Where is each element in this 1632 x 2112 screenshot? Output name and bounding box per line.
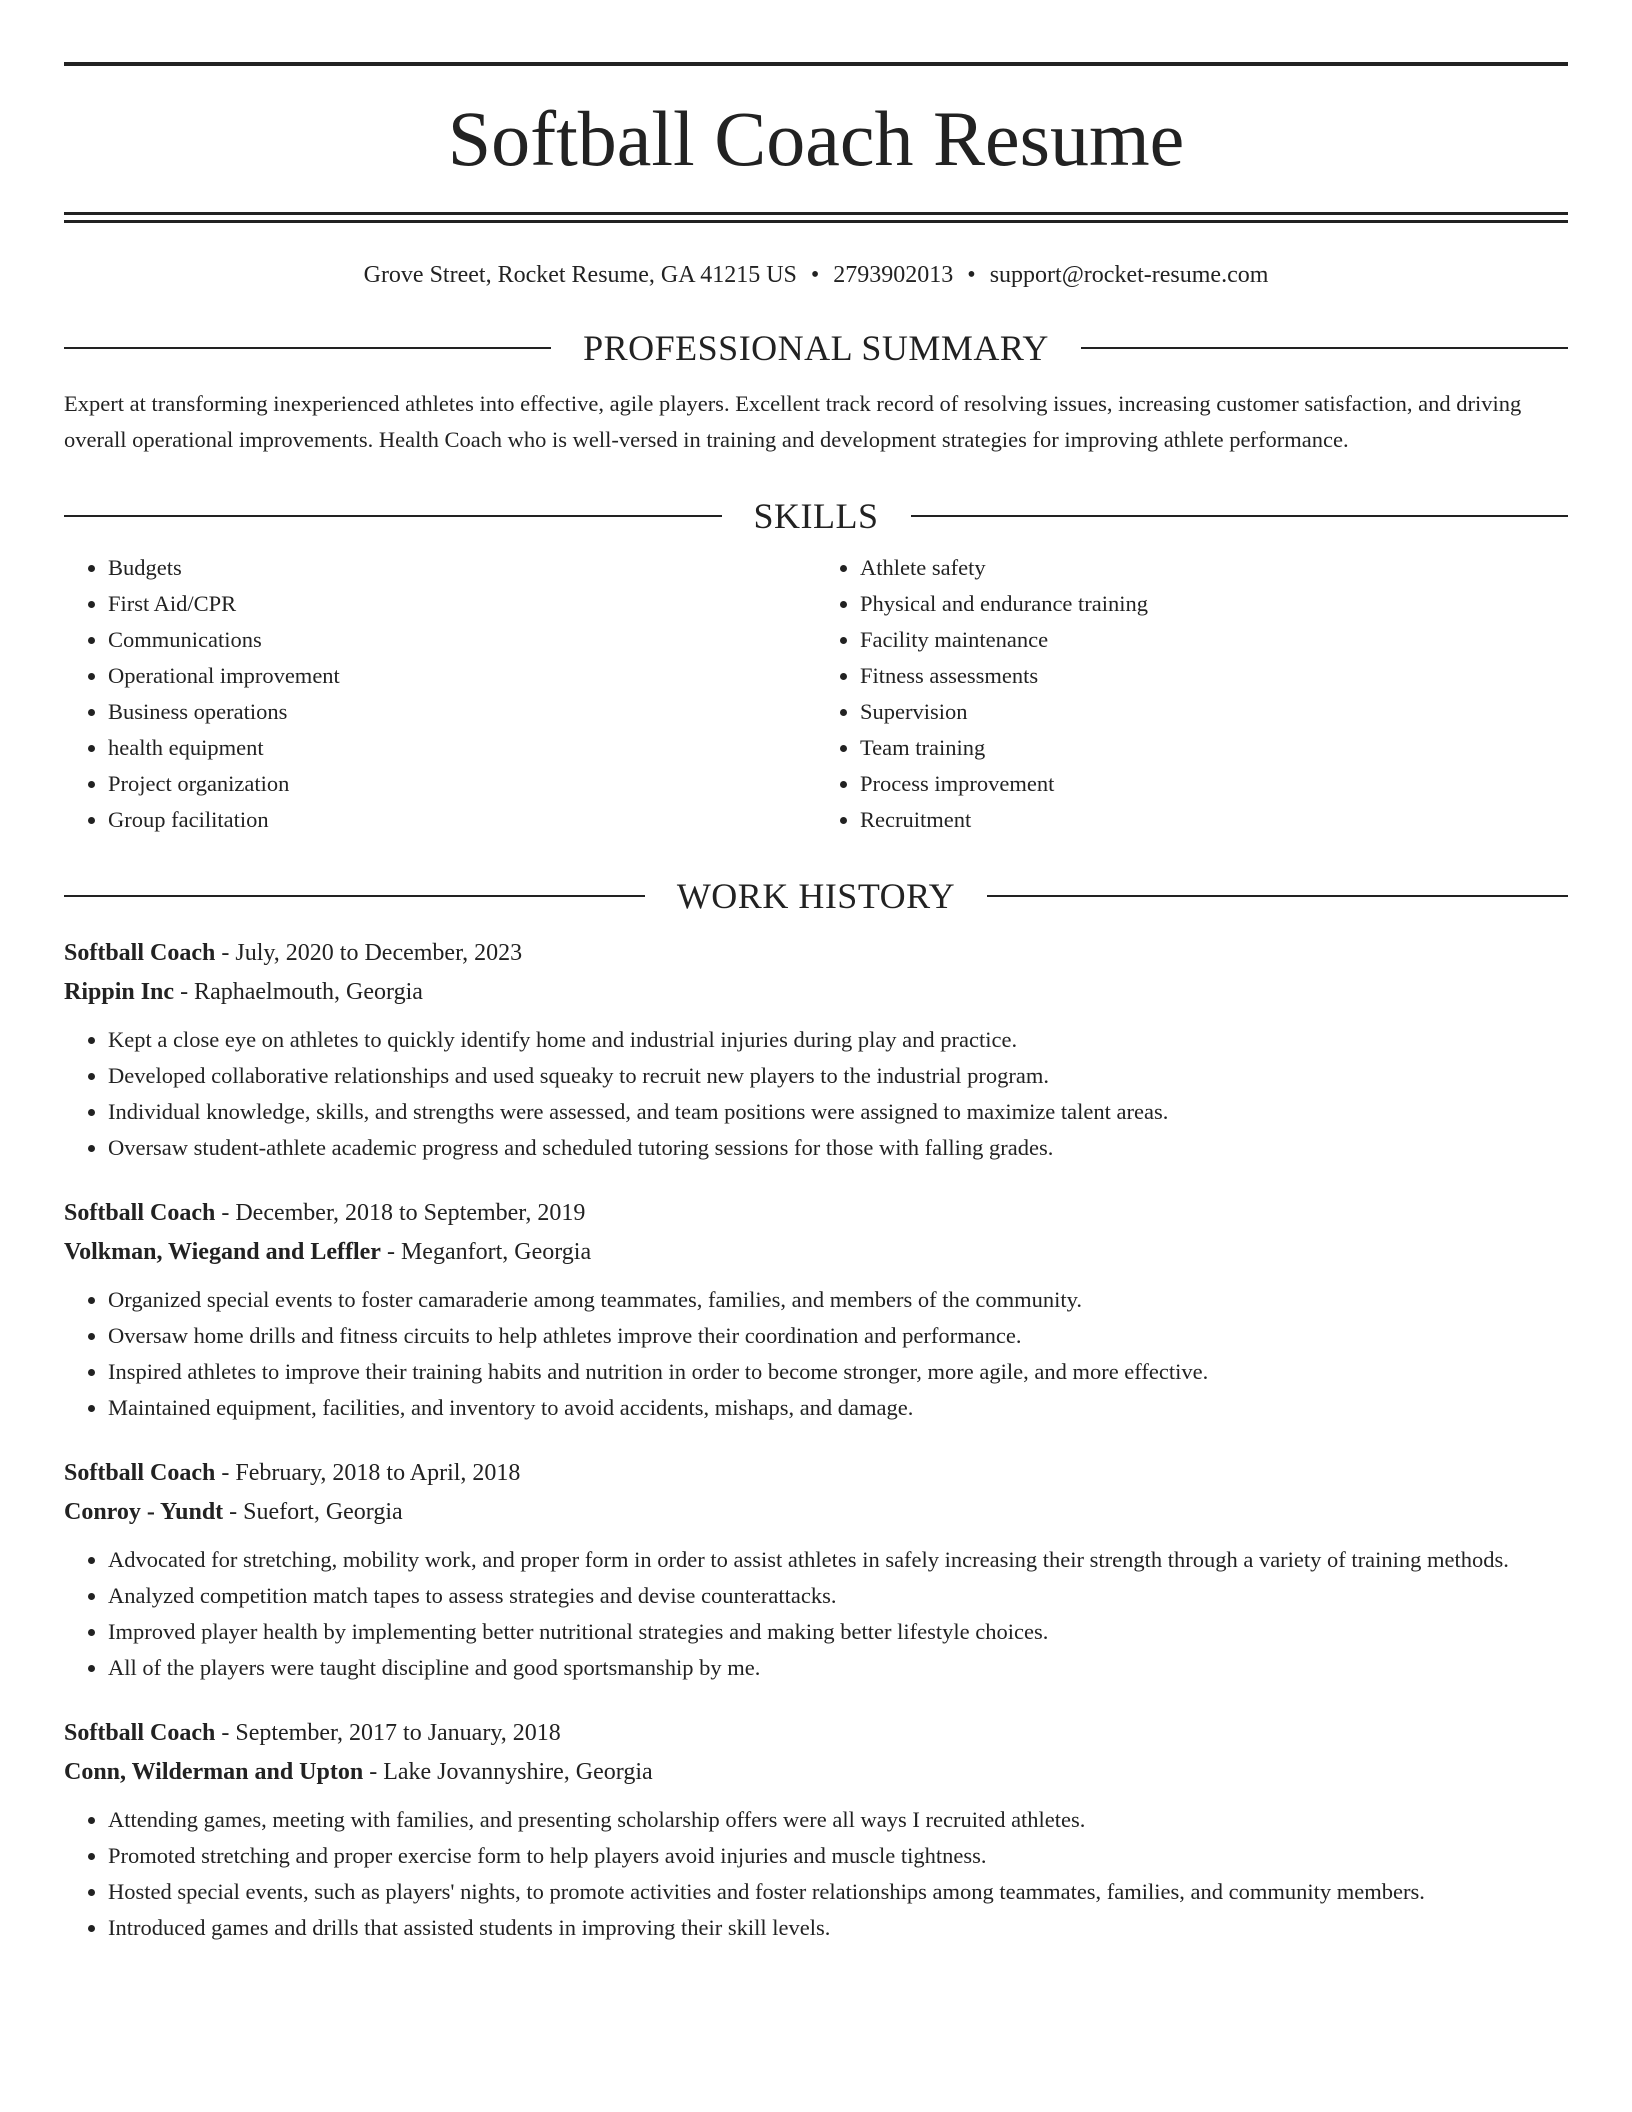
skill-item: • Business operations	[108, 694, 816, 730]
heading-rule-left	[64, 515, 722, 517]
summary-heading-label: PROFESSIONAL SUMMARY	[583, 327, 1049, 368]
job-location: - Lake Jovannyshire, Georgia	[363, 1758, 653, 1785]
contact-email: support@rocket-resume.com	[989, 262, 1269, 288]
summary-heading	[64, 327, 1568, 368]
job-dates: - July, 2020 to December, 2023	[215, 939, 523, 966]
skills-heading	[64, 495, 1568, 536]
contact-separator: •	[967, 262, 976, 288]
job-bullet: • Inspired athletes to improve their training habits and nutrition in order to become stronger, more agile, and more effective.	[108, 1354, 1568, 1390]
contact-phone: 2793902013	[833, 262, 954, 288]
job-title-line	[64, 1194, 1568, 1233]
job-bullets	[64, 1542, 1568, 1686]
job-bullet: • Maintained equipment, facilities, and inventory to avoid accidents, mishaps, and damage.	[108, 1390, 1568, 1426]
contact-separator: •	[810, 262, 820, 288]
skills-list-right	[816, 550, 1568, 838]
job-title: Softball Coach	[64, 1459, 216, 1486]
top-rule	[64, 62, 1568, 66]
job-location: - Meganfort, Georgia	[380, 1238, 592, 1265]
job-company-line	[64, 1753, 1568, 1792]
summary-text: Expert at transforming inexperienced athletes into effective, agile players. Excellent track record of resolving issues, increasing customer satisfaction, and driving overall operational improvements. Health Coach who is well-versed in training and development strategies for improving athlete performance.	[64, 390, 1522, 452]
job-company: Conroy - Yundt	[64, 1498, 224, 1525]
job-title-line	[64, 934, 1568, 973]
skill-item: • Athlete safety	[860, 550, 1568, 586]
job-bullet: • Introduced games and drills that assisted students in improving their skill levels.	[108, 1910, 1568, 1946]
job-bullet: • Hosted special events, such as players' nights, to promote activities and foster relationships among teammates, families, and community members.	[108, 1874, 1568, 1910]
job-entry	[64, 1454, 1568, 1686]
skills-heading-label: SKILLS	[753, 495, 879, 536]
work-heading	[64, 875, 1568, 916]
heading-rule-left	[64, 895, 645, 897]
resume-page	[64, 0, 1568, 1946]
heading-rule-right	[911, 515, 1569, 517]
job-company: Conn, Wilderman and Upton	[64, 1758, 364, 1785]
job-title-line	[64, 1454, 1568, 1493]
heading-rule-left	[64, 347, 551, 349]
job-title-line	[64, 1714, 1568, 1753]
job-dates: - February, 2018 to April, 2018	[215, 1459, 521, 1486]
job-bullet: • Advocated for stretching, mobility work, and proper form in order to assist athletes in safely increasing their strength through a variety of training methods.	[108, 1542, 1568, 1578]
skill-item: • Group facilitation	[108, 802, 816, 838]
job-bullet: • Organized special events to foster camaraderie among teammates, families, and members of the community.	[108, 1282, 1568, 1318]
skill-item: • Facility maintenance	[860, 622, 1568, 658]
job-bullets	[64, 1282, 1568, 1426]
job-company-line	[64, 973, 1568, 1012]
skill-item: • Team training	[860, 730, 1568, 766]
heading-rule-right	[1081, 347, 1568, 349]
work-heading-label: WORK HISTORY	[676, 875, 956, 916]
title-double-rule	[64, 212, 1568, 223]
skill-item: • Fitness assessments	[860, 658, 1568, 694]
job-bullet: • Improved player health by implementing better nutritional strategies and making better lifestyle choices.	[108, 1614, 1568, 1650]
job-entry	[64, 1194, 1568, 1426]
skill-item: • Budgets	[108, 550, 816, 586]
job-bullet: • All of the players were taught discipline and good sportsmanship by me.	[108, 1650, 1568, 1686]
contact-line	[64, 261, 1568, 290]
job-bullet: • Developed collaborative relationships and used squeaky to recruit new players to the industrial program.	[108, 1058, 1568, 1094]
job-company-line	[64, 1233, 1568, 1272]
skill-item: • health equipment	[108, 730, 816, 766]
job-dates: - September, 2017 to January, 2018	[215, 1719, 561, 1746]
job-company: Volkman, Wiegand and Leffler	[64, 1238, 381, 1265]
skill-item: • First Aid/CPR	[108, 586, 816, 622]
job-entry	[64, 934, 1568, 1166]
skill-item: • Communications	[108, 622, 816, 658]
skill-item: • Recruitment	[860, 802, 1568, 838]
job-entry	[64, 1714, 1568, 1946]
job-bullet: • Oversaw student-athlete academic progress and scheduled tutoring sessions for those with falling grades.	[108, 1130, 1568, 1166]
heading-rule-right	[987, 895, 1568, 897]
job-title: Softball Coach	[64, 1199, 216, 1226]
skill-item: • Physical and endurance training	[860, 586, 1568, 622]
resume-title: Softball Coach Resume	[447, 95, 1185, 182]
job-company: Rippin Inc	[64, 978, 175, 1005]
job-company-line	[64, 1493, 1568, 1532]
contact-address: Grove Street, Rocket Resume, GA 41215 US	[363, 262, 797, 288]
job-title: Softball Coach	[64, 1719, 216, 1746]
job-bullet: • Promoted stretching and proper exercise form to help players avoid injuries and muscle tightness.	[108, 1838, 1568, 1874]
job-bullet: • Attending games, meeting with families, and presenting scholarship offers were all ways I recruited athletes.	[108, 1802, 1568, 1838]
job-location: - Raphaelmouth, Georgia	[174, 978, 423, 1005]
job-bullet: • Oversaw home drills and fitness circuits to help athletes improve their coordination and performance.	[108, 1318, 1568, 1354]
job-bullet: • Individual knowledge, skills, and strengths were assessed, and team positions were assigned to maximize talent areas.	[108, 1094, 1568, 1130]
skills-list-left	[64, 550, 816, 838]
skill-item: • Project organization	[108, 766, 816, 802]
job-bullets	[64, 1022, 1568, 1166]
job-dates: - December, 2018 to September, 2019	[215, 1199, 586, 1226]
skill-item: • Operational improvement	[108, 658, 816, 694]
skills-columns	[64, 550, 1568, 838]
job-bullets	[64, 1802, 1568, 1946]
job-bullet: • Analyzed competition match tapes to assess strategies and devise counterattacks.	[108, 1578, 1568, 1614]
job-location: - Suefort, Georgia	[223, 1498, 403, 1525]
job-title: Softball Coach	[64, 939, 216, 966]
job-bullet: • Kept a close eye on athletes to quickly identify home and industrial injuries during play and practice.	[108, 1022, 1568, 1058]
skill-item: • Process improvement	[860, 766, 1568, 802]
skill-item: • Supervision	[860, 694, 1568, 730]
